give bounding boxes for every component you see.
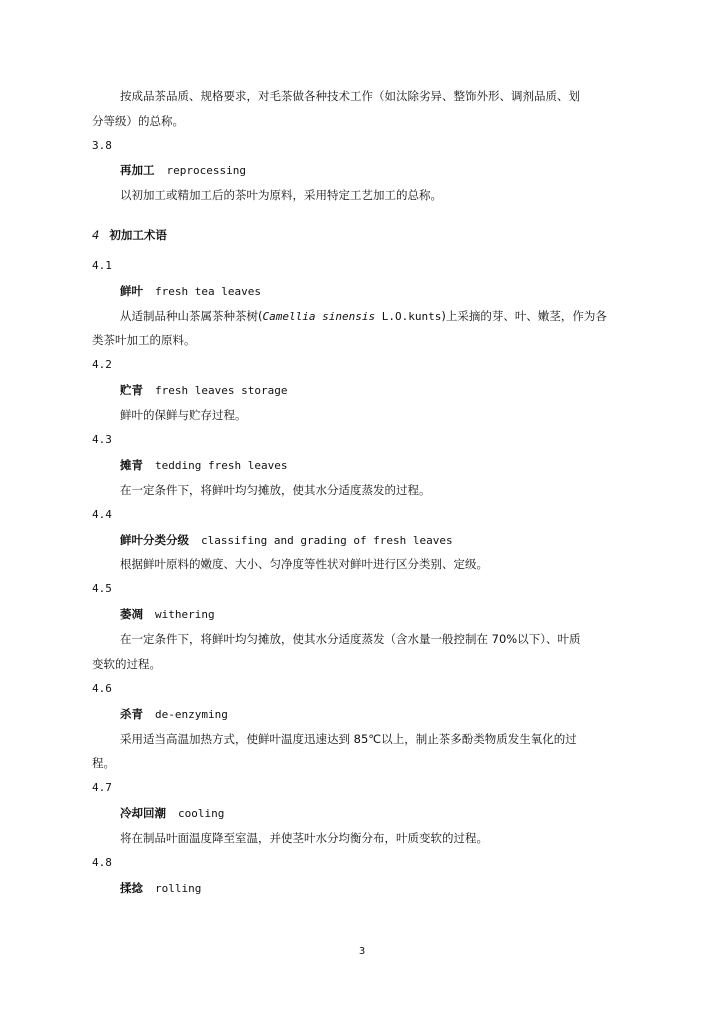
clause-number: 4.6 [92,682,112,695]
definition-text: )上采摘的芽、叶、嫩茎，作为各 [441,309,607,323]
term-heading [120,532,453,549]
term-chinese: 杀青 [120,707,143,721]
clause-number: 4.7 [92,781,112,794]
term-definition: 将在制品叶面温度降至室温，并使茎叶水分均衡分布，叶质变软的过程。 [120,831,488,845]
clause-number: 4.8 [92,856,112,869]
paragraph-line: 分等级）的总称。 [92,114,184,128]
term-definition: 鲜叶的保鲜与贮存过程。 [120,408,247,422]
term-chinese: 贮青 [120,383,143,397]
term-definition: 在一定条件下，将鲜叶均匀摊放，使其水分适度蒸发（含水量一般控制在 70%以下）、叶质 [120,632,581,646]
term-heading [120,706,228,723]
term-heading [120,162,246,179]
term-definition [120,308,607,325]
clause-number: 4.3 [92,433,112,446]
term-heading [120,880,201,897]
term-chinese: 再加工 [120,163,155,177]
clause-number: 4.4 [92,508,112,521]
clause-number: 4.2 [92,358,112,371]
term-english: classifing and grading of fresh leaves [201,534,453,547]
section-title: 初加工术语 [109,228,167,242]
term-english: fresh tea leaves [155,285,261,298]
term-heading [120,606,215,623]
term-chinese: 萎凋 [120,607,143,621]
term-english: tedding fresh leaves [155,459,288,472]
authority-name: L.O.kunts [375,310,442,323]
term-chinese: 冷却回潮 [120,806,166,820]
term-heading [120,805,224,822]
term-chinese: 鲜叶 [120,284,143,298]
term-heading [120,283,261,300]
section-heading [92,227,167,243]
term-english: reprocessing [166,164,246,177]
term-chinese: 揉捻 [120,881,143,895]
latin-name: Camellia sinensis [262,310,376,323]
clause-number: 4.1 [92,259,112,272]
paragraph-line: 按成品茶品质、规格要求，对毛茶做各种技术工作（如汰除劣异、整饰外形、调剂品质、划 [120,89,580,103]
term-heading [120,457,287,474]
term-heading [120,382,287,399]
term-chinese: 摊青 [120,458,143,472]
term-english: cooling [178,807,225,820]
term-definition: 根据鲜叶原料的嫩度、大小、匀净度等性状对鲜叶进行区分类别、定级。 [120,557,488,571]
term-english: withering [155,608,215,621]
page-number: 3 [358,946,366,957]
term-chinese: 鲜叶分类分级 [120,533,189,547]
term-definition-continued: 类茶叶加工的原料。 [92,333,196,347]
term-english: fresh leaves storage [155,384,288,397]
term-definition: 在一定条件下，将鲜叶均匀摊放，使其水分适度蒸发的过程。 [120,483,431,497]
term-definition-continued: 变软的过程。 [92,657,161,671]
section-number: 4 [92,228,100,242]
term-definition: 采用适当高温加热方式，使鲜叶温度迅速达到 85℃以上，制止茶多酚类物质发生氧化的过 [120,732,577,746]
term-english: de-enzyming [155,708,228,721]
term-definition-continued: 程。 [92,756,115,770]
clause-number: 4.5 [92,582,112,595]
clause-number: 3.8 [92,139,112,152]
term-definition: 以初加工或精加工后的茶叶为原料，采用特定工艺加工的总称。 [120,188,442,202]
term-english: rolling [155,882,202,895]
definition-text: 从适制品种山茶属茶种茶树( [120,309,263,323]
